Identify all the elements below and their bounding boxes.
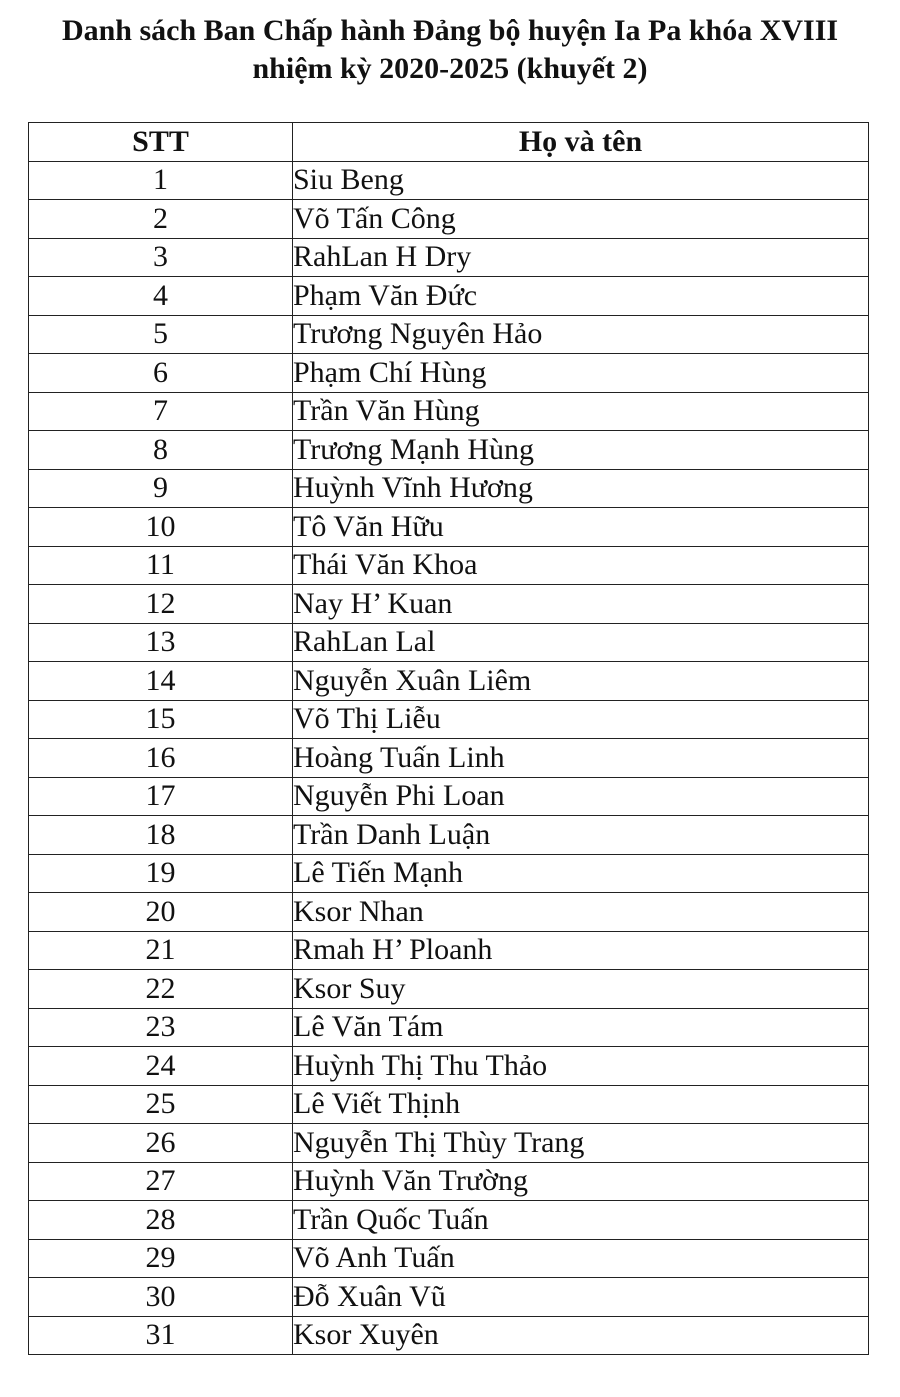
row-stt: 31 bbox=[29, 1316, 293, 1355]
row-stt: 9 bbox=[29, 469, 293, 508]
row-stt: 27 bbox=[29, 1162, 293, 1201]
row-name: Võ Tấn Công bbox=[293, 200, 869, 239]
row-name: Trương Nguyên Hảo bbox=[293, 315, 869, 354]
table-row bbox=[29, 315, 869, 354]
row-name: Huỳnh Văn Trường bbox=[293, 1162, 869, 1201]
row-name: Võ Thị Liễu bbox=[293, 700, 869, 739]
table-row bbox=[29, 854, 869, 893]
row-stt: 4 bbox=[29, 277, 293, 316]
row-stt: 26 bbox=[29, 1124, 293, 1163]
table-row bbox=[29, 585, 869, 624]
table-row bbox=[29, 1278, 869, 1317]
table-row bbox=[29, 392, 869, 431]
row-name: Lê Viết Thịnh bbox=[293, 1085, 869, 1124]
row-stt: 18 bbox=[29, 816, 293, 855]
row-name: Ksor Suy bbox=[293, 970, 869, 1009]
table-row bbox=[29, 546, 869, 585]
row-stt: 10 bbox=[29, 508, 293, 547]
table-row bbox=[29, 238, 869, 277]
row-name: Nguyễn Phi Loan bbox=[293, 777, 869, 816]
row-name: Huỳnh Vĩnh Hương bbox=[293, 469, 869, 508]
row-stt: 7 bbox=[29, 392, 293, 431]
row-stt: 19 bbox=[29, 854, 293, 893]
table-row bbox=[29, 970, 869, 1009]
row-name: Đỗ Xuân Vũ bbox=[293, 1278, 869, 1317]
table-row bbox=[29, 931, 869, 970]
table-row bbox=[29, 431, 869, 470]
row-name: Ksor Nhan bbox=[293, 893, 869, 932]
row-stt: 6 bbox=[29, 354, 293, 393]
row-stt: 15 bbox=[29, 700, 293, 739]
row-name: Trương Mạnh Hùng bbox=[293, 431, 869, 470]
row-stt: 12 bbox=[29, 585, 293, 624]
table-row bbox=[29, 739, 869, 778]
row-stt: 17 bbox=[29, 777, 293, 816]
row-name: Lê Tiến Mạnh bbox=[293, 854, 869, 893]
row-name: Nguyễn Thị Thùy Trang bbox=[293, 1124, 869, 1163]
title-line-1: Danh sách Ban Chấp hành Đảng bộ huyện Ia Pa khóa XVIII bbox=[61, 14, 839, 47]
header-name: Họ và tên bbox=[293, 123, 869, 162]
row-stt: 1 bbox=[29, 161, 293, 200]
row-name: Nguyễn Xuân Liêm bbox=[293, 662, 869, 701]
row-stt: 16 bbox=[29, 739, 293, 778]
row-stt: 14 bbox=[29, 662, 293, 701]
header-stt: STT bbox=[29, 123, 293, 162]
row-name: Phạm Văn Đức bbox=[293, 277, 869, 316]
table-row bbox=[29, 1162, 869, 1201]
table-row bbox=[29, 816, 869, 855]
row-name: Trần Quốc Tuấn bbox=[293, 1201, 869, 1240]
row-stt: 22 bbox=[29, 970, 293, 1009]
table-row bbox=[29, 1008, 869, 1047]
row-name: Huỳnh Thị Thu Thảo bbox=[293, 1047, 869, 1086]
table-body bbox=[29, 161, 869, 1355]
row-name: RahLan H Dry bbox=[293, 238, 869, 277]
table-row bbox=[29, 893, 869, 932]
row-name: Phạm Chí Hùng bbox=[293, 354, 869, 393]
table-row bbox=[29, 700, 869, 739]
table-row bbox=[29, 1316, 869, 1355]
row-stt: 3 bbox=[29, 238, 293, 277]
table-row bbox=[29, 1085, 869, 1124]
row-stt: 29 bbox=[29, 1239, 293, 1278]
member-table bbox=[28, 122, 869, 1355]
row-name: Tô Văn Hữu bbox=[293, 508, 869, 547]
table-row bbox=[29, 354, 869, 393]
table-row bbox=[29, 662, 869, 701]
row-stt: 2 bbox=[29, 200, 293, 239]
row-stt: 8 bbox=[29, 431, 293, 470]
row-name: Võ Anh Tuấn bbox=[293, 1239, 869, 1278]
row-stt: 13 bbox=[29, 623, 293, 662]
table-header-row bbox=[29, 123, 869, 162]
table-row bbox=[29, 1047, 869, 1086]
row-stt: 30 bbox=[29, 1278, 293, 1317]
title-line-2: nhiệm kỳ 2020-2025 (khuyết 2) bbox=[252, 52, 648, 85]
row-stt: 24 bbox=[29, 1047, 293, 1086]
table-row bbox=[29, 1239, 869, 1278]
row-name: Ksor Xuyên bbox=[293, 1316, 869, 1355]
table-row bbox=[29, 1201, 869, 1240]
table-row bbox=[29, 200, 869, 239]
row-stt: 23 bbox=[29, 1008, 293, 1047]
table-row bbox=[29, 623, 869, 662]
row-name: Rmah H’ Ploanh bbox=[293, 931, 869, 970]
row-name: Hoàng Tuấn Linh bbox=[293, 739, 869, 778]
row-name: Siu Beng bbox=[293, 161, 869, 200]
row-stt: 21 bbox=[29, 931, 293, 970]
row-name: Nay H’ Kuan bbox=[293, 585, 869, 624]
document-title bbox=[0, 12, 900, 88]
row-stt: 20 bbox=[29, 893, 293, 932]
row-stt: 5 bbox=[29, 315, 293, 354]
table-row bbox=[29, 277, 869, 316]
row-name: RahLan Lal bbox=[293, 623, 869, 662]
table-row bbox=[29, 777, 869, 816]
row-stt: 11 bbox=[29, 546, 293, 585]
row-name: Thái Văn Khoa bbox=[293, 546, 869, 585]
table-row bbox=[29, 469, 869, 508]
row-name: Trần Văn Hùng bbox=[293, 392, 869, 431]
table-row bbox=[29, 1124, 869, 1163]
row-stt: 25 bbox=[29, 1085, 293, 1124]
table-row bbox=[29, 161, 869, 200]
row-name: Lê Văn Tám bbox=[293, 1008, 869, 1047]
row-name: Trần Danh Luận bbox=[293, 816, 869, 855]
table-row bbox=[29, 508, 869, 547]
row-stt: 28 bbox=[29, 1201, 293, 1240]
